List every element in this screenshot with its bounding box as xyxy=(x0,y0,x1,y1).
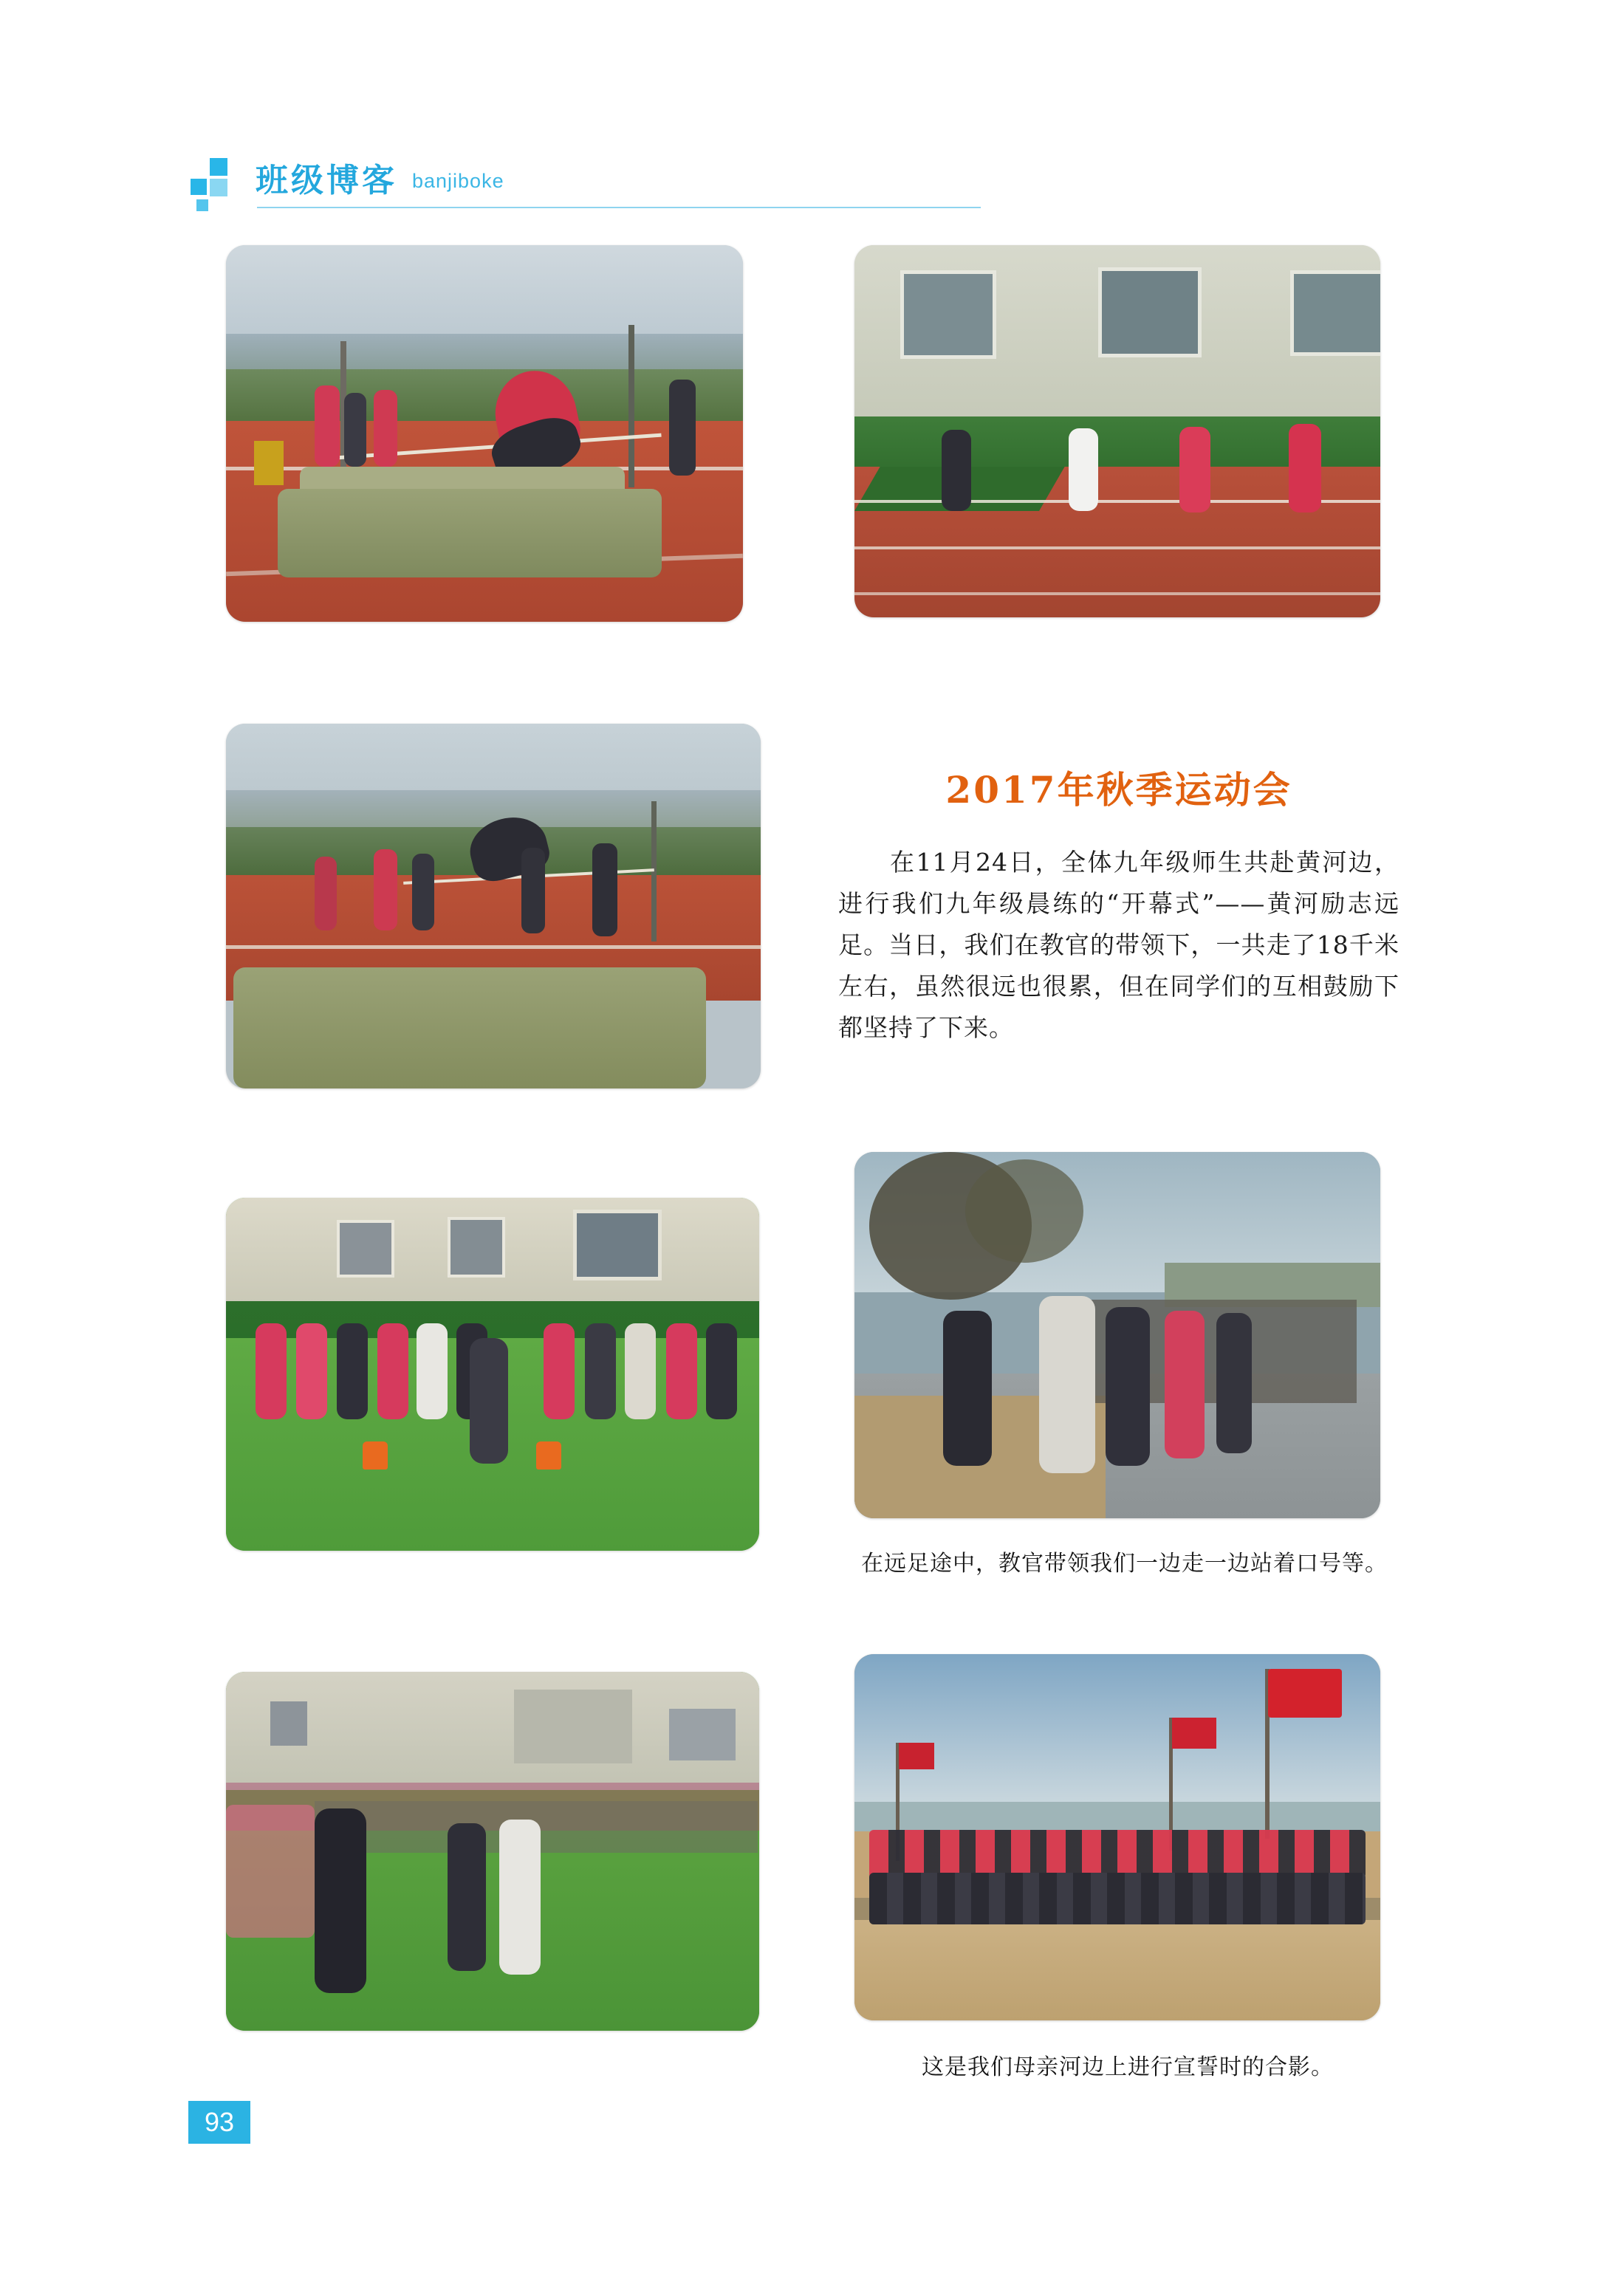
photo-hiking xyxy=(854,1152,1380,1518)
header-title-cn: 班级博客 xyxy=(256,162,397,199)
article xyxy=(838,761,1399,1049)
page-number-badge xyxy=(188,2101,250,2144)
page-header xyxy=(191,148,804,214)
logo-squares-icon xyxy=(191,158,242,207)
article-body: 在11月24日，全体九年级师生共赴黄河边，进行我们九年级晨练的“开幕式”——黄河励志远足。当日，我们在教官的带领下，一共走了18千米左右，虽然很远也很累，但在同学们的互相鼓励下都坚持了下来。 xyxy=(838,848,1399,1042)
photo-riverside-oath xyxy=(854,1654,1380,2020)
caption-hiking: 在远足途中，教官带领我们一边走一边站着口号等。 xyxy=(861,1551,1388,1577)
photo-high-jump-2 xyxy=(226,724,761,1088)
photo-high-jump-1 xyxy=(226,245,743,622)
photo-field-group xyxy=(226,1198,759,1551)
article-title: 2017年秋季运动会 xyxy=(945,768,1292,812)
page-number: 93 xyxy=(204,2107,235,2137)
header-title-en: banjiboke xyxy=(412,170,504,192)
header-divider xyxy=(257,207,981,208)
caption-oath: 这是我们母亲河边上进行宣誓时的合影。 xyxy=(922,2054,1334,2080)
photo-field-competition xyxy=(226,1672,759,2031)
photo-track-running xyxy=(854,245,1380,617)
